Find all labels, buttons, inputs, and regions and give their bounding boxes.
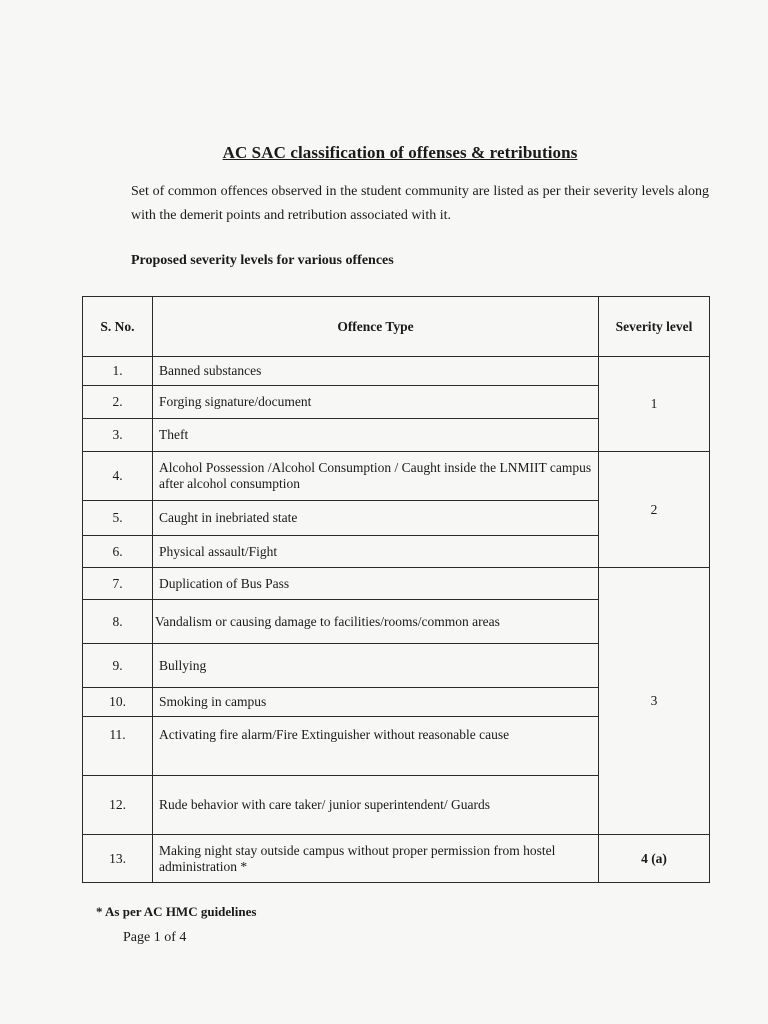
row-sno: 2. bbox=[83, 386, 153, 419]
table-row bbox=[83, 452, 710, 501]
table-header-row bbox=[83, 297, 710, 357]
table-row bbox=[83, 835, 710, 883]
page-number: Page 1 of 4 bbox=[123, 930, 187, 945]
severity-cell: 2 bbox=[599, 452, 710, 568]
header-sno: S. No. bbox=[83, 297, 153, 357]
document-title: AC SAC classification of offenses & retributions bbox=[222, 143, 578, 162]
row-sno: 4. bbox=[83, 452, 153, 501]
row-sno: 6. bbox=[83, 536, 153, 568]
row-offence-type: Theft bbox=[153, 419, 599, 452]
row-sno: 1. bbox=[83, 357, 153, 386]
row-sno: 12. bbox=[83, 776, 153, 835]
row-sno: 11. bbox=[83, 717, 153, 776]
row-offence-type: Smoking in campus bbox=[153, 688, 599, 717]
row-sno: 8. bbox=[83, 600, 153, 644]
severity-cell: 4 (a) bbox=[599, 835, 710, 883]
offences-table bbox=[82, 296, 710, 883]
table-row bbox=[83, 568, 710, 600]
row-sno: 13. bbox=[83, 835, 153, 883]
row-sno: 3. bbox=[83, 419, 153, 452]
footnote: * As per AC HMC guidelines bbox=[96, 904, 257, 919]
row-offence-type: Forging signature/document bbox=[153, 386, 599, 419]
row-sno: 9. bbox=[83, 644, 153, 688]
row-sno: 5. bbox=[83, 501, 153, 536]
table-row bbox=[83, 357, 710, 386]
row-offence-type: Alcohol Possession /Alcohol Consumption / Caught inside the LNMIIT campus after alcohol consumption bbox=[153, 452, 599, 501]
row-offence-type: Physical assault/Fight bbox=[153, 536, 599, 568]
row-offence-type: Making night stay outside campus without proper permission from hostel administration * bbox=[153, 835, 599, 883]
row-sno: 10. bbox=[83, 688, 153, 717]
row-sno: 7. bbox=[83, 568, 153, 600]
severity-cell: 1 bbox=[599, 357, 710, 452]
row-offence-type: Caught in inebriated state bbox=[153, 501, 599, 536]
row-offence-type: Bullying bbox=[153, 644, 599, 688]
intro-paragraph: Set of common offences observed in the student community are listed as per their severity levels along with the demerit points and retribution associated with it. bbox=[131, 184, 709, 223]
row-offence-type: Activating fire alarm/Fire Extinguisher without reasonable cause bbox=[153, 717, 599, 776]
header-offence-type: Offence Type bbox=[153, 297, 599, 357]
row-offence-type: Duplication of Bus Pass bbox=[153, 568, 599, 600]
section-subheading: Proposed severity levels for various offences bbox=[131, 253, 394, 268]
row-offence-type: Rude behavior with care taker/ junior superintendent/ Guards bbox=[153, 776, 599, 835]
row-offence-type: Banned substances bbox=[153, 357, 599, 386]
header-severity-level: Severity level bbox=[599, 297, 710, 357]
row-offence-type: Vandalism or causing damage to facilities/rooms/common areas bbox=[153, 600, 599, 644]
severity-cell: 3 bbox=[599, 568, 710, 835]
